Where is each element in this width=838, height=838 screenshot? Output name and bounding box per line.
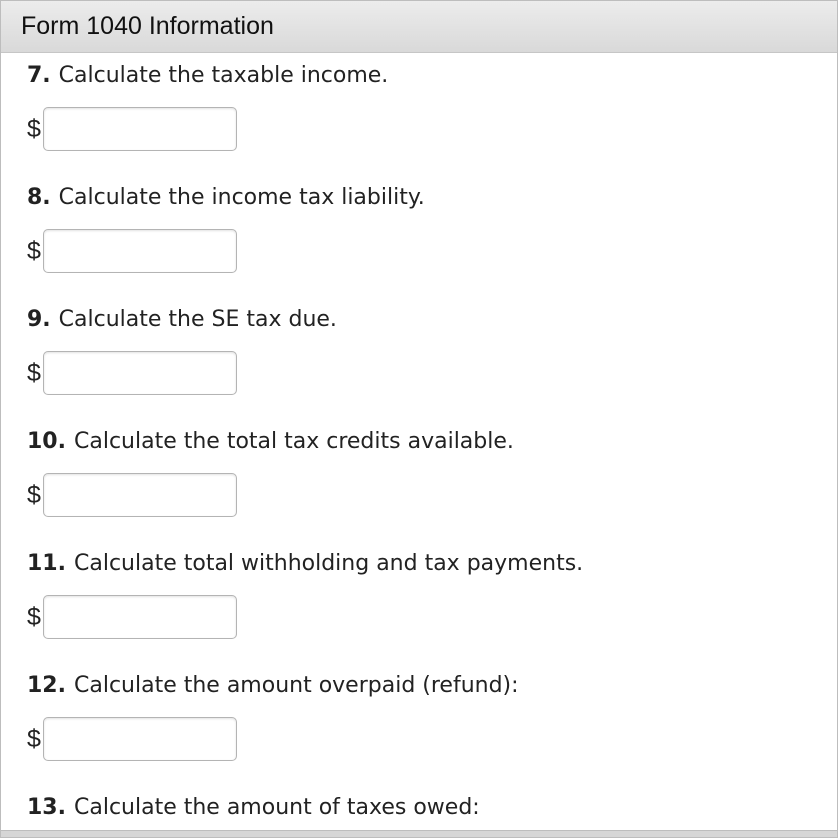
question-number: 11. <box>27 551 66 576</box>
dollar-sign: $ <box>27 114 41 143</box>
question-9 <box>27 307 337 332</box>
question-text: Calculate the SE tax due. <box>58 307 337 332</box>
question-text: Calculate the total tax credits available. <box>73 429 514 454</box>
withholding-payments-input[interactable] <box>43 595 237 639</box>
taxable-income-input[interactable] <box>43 107 237 151</box>
question-number: 7. <box>27 63 51 88</box>
se-tax-due-input[interactable] <box>43 351 237 395</box>
answer-11 <box>27 594 237 640</box>
dollar-sign: $ <box>27 236 41 265</box>
question-10 <box>27 429 514 454</box>
question-number: 12. <box>27 673 66 698</box>
dollar-sign: $ <box>27 480 41 509</box>
answer-8 <box>27 228 237 274</box>
question-7 <box>27 63 388 88</box>
question-number: 10. <box>27 429 66 454</box>
income-tax-liability-input[interactable] <box>43 229 237 273</box>
question-text: Calculate the amount overpaid (refund): <box>73 673 519 698</box>
total-tax-credits-input[interactable] <box>43 473 237 517</box>
question-12 <box>27 673 519 698</box>
question-8 <box>27 185 425 210</box>
answer-12 <box>27 716 237 762</box>
question-text: Calculate the taxable income. <box>58 63 389 88</box>
answer-10 <box>27 472 237 518</box>
question-number: 8. <box>27 185 51 210</box>
dollar-sign: $ <box>27 358 41 387</box>
question-text: Calculate total withholding and tax payments. <box>73 551 584 576</box>
question-number: 13. <box>27 795 66 820</box>
answer-9 <box>27 350 237 396</box>
dollar-sign: $ <box>27 602 41 631</box>
amount-overpaid-input[interactable] <box>43 717 237 761</box>
question-13 <box>27 795 480 820</box>
question-number: 9. <box>27 307 51 332</box>
question-text: Calculate the amount of taxes owed: <box>73 795 480 820</box>
question-11 <box>27 551 583 576</box>
panel-header <box>1 1 837 53</box>
dollar-sign: $ <box>27 724 41 753</box>
panel-title: Form 1040 Information <box>21 12 274 40</box>
answer-7 <box>27 106 237 152</box>
divider <box>1 830 837 837</box>
question-text: Calculate the income tax liability. <box>58 185 425 210</box>
